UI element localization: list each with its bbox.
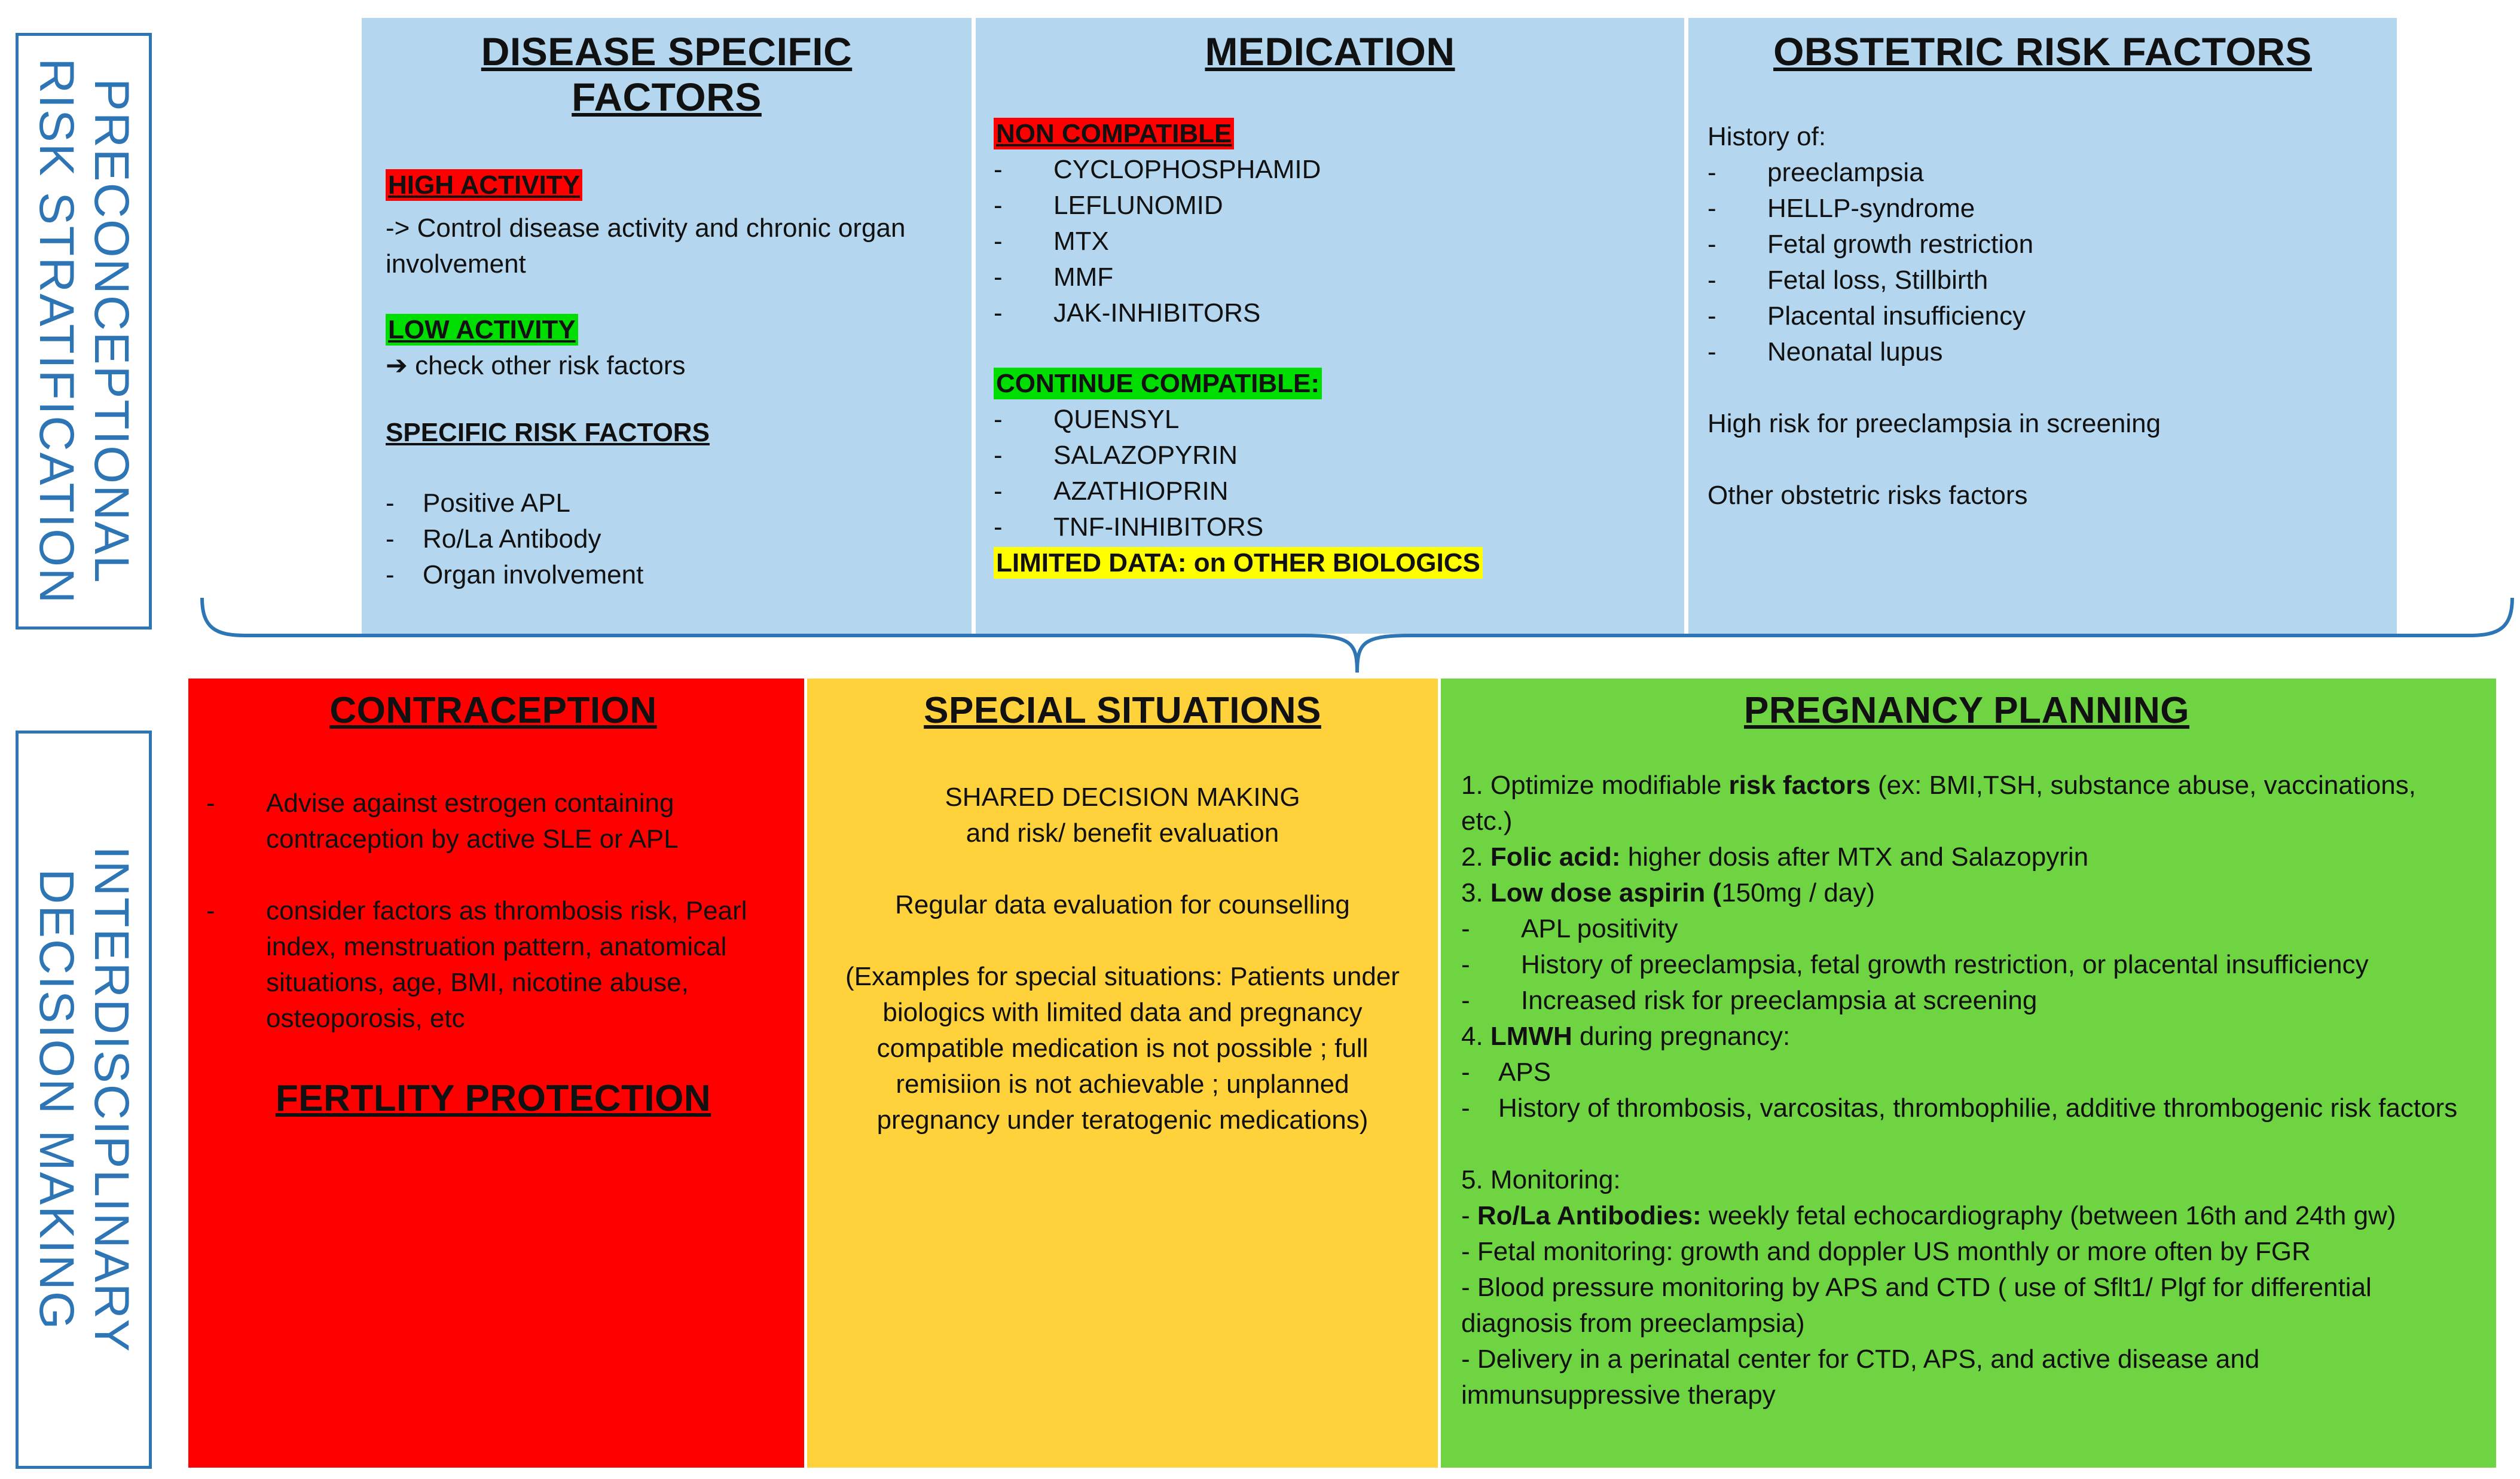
list-item: - APS xyxy=(1461,1055,2472,1090)
list-item: - TNF-INHIBITORS xyxy=(994,509,1666,545)
aspirin-list xyxy=(1461,911,2472,1019)
low-activity-text: check other risk factors xyxy=(415,351,686,380)
risk-benefit-text: and risk/ benefit evaluation xyxy=(966,818,1279,848)
side-label-top-box xyxy=(16,33,152,630)
list-item: - Increased risk for preeclampsia at screening xyxy=(1461,983,2472,1019)
medication-panel xyxy=(976,18,1684,634)
planning-point-1: 1. Optimize modifiable risk factors (ex: BMI,TSH, substance abuse, vaccinations, etc.) xyxy=(1461,771,2416,836)
monitoring-fetal: - Fetal monitoring: growth and doppler US monthly or more often by FGR xyxy=(1461,1237,2311,1266)
preeclampsia-screening-text: High risk for preeclampsia in screening xyxy=(1708,409,2161,438)
special-examples-text: (Examples for special situations: Patients under biologics with limited data and pregnancy compatible medication is not possible ; full remisiion is not achievable ; unplanned pregnancy under teratogenic medications) xyxy=(845,962,1400,1135)
monitoring-delivery: - Delivery in a perinatal center for CTD, APS, and active disease and immunsuppressive therapy xyxy=(1461,1344,2260,1410)
pregnancy-planning-title: PREGNANCY PLANNING xyxy=(1743,690,2190,731)
contraception-title: CONTRACEPTION xyxy=(329,690,657,731)
list-item: - CYCLOPHOSPHAMID xyxy=(994,152,1666,188)
obstetric-title: OBSTETRIC RISK FACTORS xyxy=(1773,29,2312,74)
low-activity-label: LOW ACTIVITY xyxy=(386,314,578,346)
list-item: - MTX xyxy=(994,224,1666,259)
compatible-list xyxy=(994,402,1666,545)
monitoring-ro-la: - Ro/La Antibodies: weekly fetal echocardiography (between 16th and 24th gw) xyxy=(1461,1201,2396,1230)
list-item: - consider factors as thrombosis risk, Pearl index, menstruation pattern, anatomical situations, age, BMI, nicotine abuse, osteoporosis, etc xyxy=(206,893,780,1037)
pregnancy-planning-panel xyxy=(1441,679,2496,1468)
limited-data-label: LIMITED DATA: on OTHER BIOLOGICS xyxy=(994,547,1483,579)
history-label: History of: xyxy=(1708,122,1826,151)
disease-specific-panel xyxy=(362,18,972,634)
side-label-top: PRECONCEPTIONAL RISK STRATIFICATION xyxy=(29,57,139,605)
list-item: - APL positivity xyxy=(1461,911,2472,947)
list-item: - Positive APL xyxy=(386,485,948,521)
arrow-right-icon: ➔ xyxy=(386,351,408,380)
planning-point-4: 4. LMWH during pregnancy: xyxy=(1461,1022,1791,1051)
shared-decision-text: SHARED DECISION MAKING xyxy=(945,783,1300,812)
list-item: - Fetal loss, Stillbirth xyxy=(1708,262,2378,298)
side-label-bottom: INTERDISCIPLINARY DECISION MAKING xyxy=(29,846,139,1353)
list-item: - HELLP-syndrome xyxy=(1708,191,2378,227)
list-item: - SALAZOPYRIN xyxy=(994,438,1666,473)
list-item: - Ro/La Antibody xyxy=(386,521,948,557)
side-label-bottom-box xyxy=(16,731,152,1469)
history-list xyxy=(1708,155,2378,370)
curly-brace xyxy=(197,595,2517,679)
fertility-protection-title: FERTLITY PROTECTION xyxy=(275,1078,711,1119)
monitoring-blood-pressure: - Blood pressure monitoring by APS and CTD ( use of Sflt1/ Plgf for differential diagnosis from preeclampsia) xyxy=(1461,1273,2372,1338)
list-item: - AZATHIOPRIN xyxy=(994,473,1666,509)
high-activity-text: -> Control disease activity and chronic organ involvement xyxy=(386,213,906,279)
list-item: - Advise against estrogen containing contraception by active SLE or APL xyxy=(206,786,780,857)
noncompatible-label: NON COMPATIBLE xyxy=(994,118,1234,149)
high-activity-label: HIGH ACTIVITY xyxy=(386,169,582,201)
other-risks-text: Other obstetric risks factors xyxy=(1708,481,2028,510)
list-item: - LEFLUNOMID xyxy=(994,188,1666,224)
obstetric-panel xyxy=(1688,18,2397,634)
list-item: - Neonatal lupus xyxy=(1708,334,2378,370)
medication-title: MEDICATION xyxy=(1205,29,1455,74)
regular-evaluation-text: Regular data evaluation for counselling xyxy=(895,890,1350,919)
specific-risk-list xyxy=(386,485,948,593)
list-item: - JAK-INHIBITORS xyxy=(994,295,1666,331)
list-item: - Organ involvement xyxy=(386,557,948,593)
list-item: - History of preeclampsia, fetal growth restriction, or placental insufficiency xyxy=(1461,947,2472,983)
list-item: - QUENSYL xyxy=(994,402,1666,438)
special-situations-title: SPECIAL SITUATIONS xyxy=(924,690,1321,731)
list-item: - MMF xyxy=(994,259,1666,295)
special-situations-panel xyxy=(807,679,1438,1468)
contraception-panel xyxy=(188,679,804,1468)
lmwh-list xyxy=(1461,1055,2472,1126)
disease-title: DISEASE SPECIFIC FACTORS xyxy=(481,29,853,119)
planning-point-3: 3. Low dose aspirin (150mg / day) xyxy=(1461,878,1876,907)
list-item: - History of thrombosis, varcositas, thrombophilie, additive thrombogenic risk factors xyxy=(1461,1090,2472,1126)
contraception-list xyxy=(206,786,780,1037)
planning-point-5: 5. Monitoring: xyxy=(1461,1165,1621,1194)
compatible-label: CONTINUE COMPATIBLE: xyxy=(994,368,1322,399)
planning-point-2: 2. Folic acid: higher dosis after MTX and Salazopyrin xyxy=(1461,842,2089,872)
specific-risk-label: SPECIFIC RISK FACTORS xyxy=(386,418,710,447)
noncompatible-list xyxy=(994,152,1666,331)
list-item: - Placental insufficiency xyxy=(1708,298,2378,334)
list-item: - Fetal growth restriction xyxy=(1708,227,2378,262)
list-item: - preeclampsia xyxy=(1708,155,2378,191)
